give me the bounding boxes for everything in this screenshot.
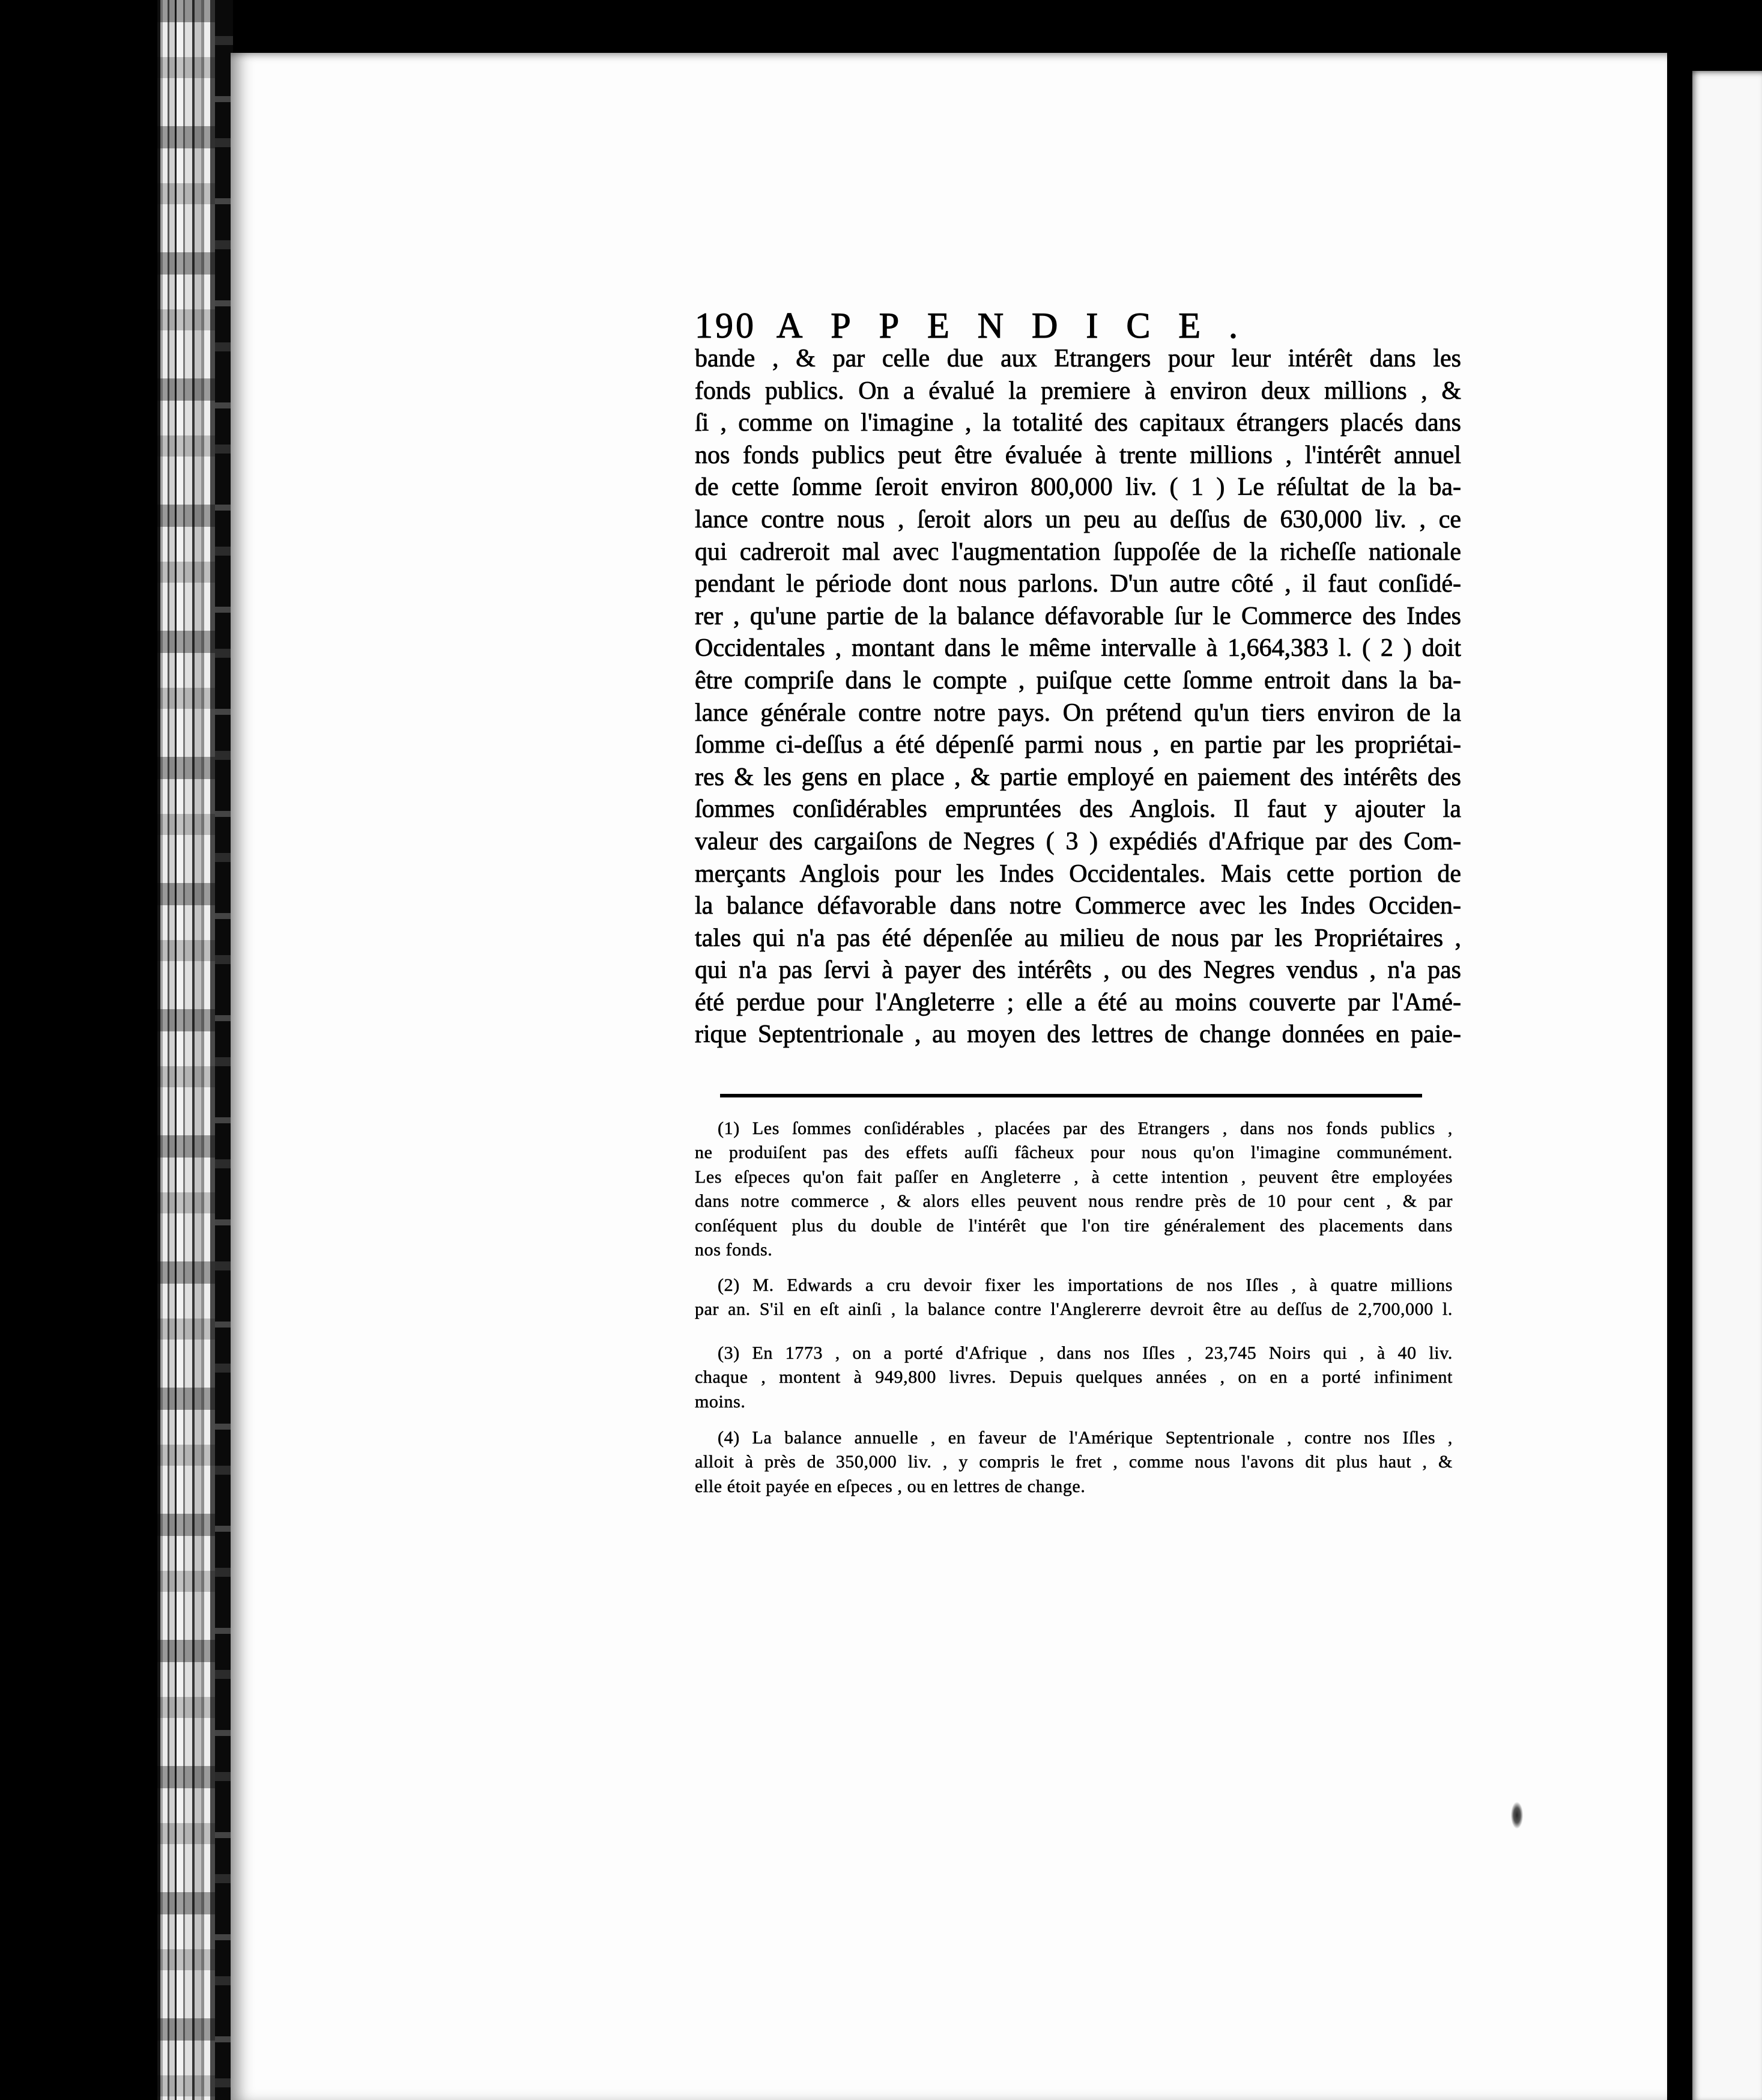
footnote-4 [695,1426,1453,1499]
text-line: pendant le période dont nous parlons. D'un autre côté , il faut conſidé- [695,570,1461,598]
facing-page-edge [1692,71,1762,2100]
footnote-line: (1) Les ſommes conſidérables , placées par des Etrangers , dans nos fonds publics , [718,1118,1453,1138]
footnote-line: moins. [695,1391,746,1412]
text-line: qui cadreroit mal avec l'augmentation ſuppoſée de la richeſſe nationale [695,538,1461,566]
footnote-rule [720,1094,1422,1097]
page-number: 190 [695,306,756,345]
footnote-line: (4) La balance annuelle , en faveur de l'Amérique Septentrionale , contre nos Iſles , [718,1428,1453,1448]
footnote-line: par an. S'il en eſt ainſi , la balance contre l'Anglererre devroit être au deſſus de 2,700,000 l. [695,1299,1453,1320]
footnote-line: (2) M. Edwards a cru devoir fixer les importations de nos Iſles , à quatre millions [718,1275,1453,1295]
text-line: nos fonds publics peut être évaluée à trente millions , l'intérêt annuel [695,441,1461,469]
body-text [695,343,1461,1051]
text-line: merçants Anglois pour les Indes Occidentales. Mais cette portion de [695,860,1461,888]
footnote-line: ne produiſent pas des effets auſſi fâcheux pour nous qu'on l'imagine communément. [695,1143,1453,1163]
text-line: bande , & par celle due aux Etrangers pour leur intérêt dans les [695,345,1461,372]
ink-speck [1511,1802,1523,1828]
text-line: ſommes conſidérables empruntées des Anglois. Il faut y ajouter la [695,795,1461,824]
text-line: ſomme ci-deſſus a été dépenſé parmi nous , en partie par les propriétai- [695,731,1461,759]
text-line: ſi , comme on l'imagine , la totalité des capitaux étrangers placés dans [695,409,1461,437]
running-title: APPENDICE. [777,306,1267,345]
footnote-line: conſéquent plus du double de l'intérêt que l'on tire généralement des placements dans [695,1215,1453,1236]
text-line: qui n'a pas ſervi à payer des intérêts , ou des Negres vendus , n'a pas [695,956,1461,985]
footnote-line: alloit à près de 350,000 liv. , y compris le fret , comme nous l'avons dit plus haut , & [695,1452,1453,1472]
footnote-line: (3) En 1773 , on a porté d'Afrique , dans nos Iſles , 23,745 Noirs qui , à 40 liv. [718,1343,1453,1363]
footnote-1 [695,1117,1453,1262]
text-line: rique Septentrionale , au moyen des lettres de change données en paie- [695,1021,1461,1049]
footnote-line: elle étoit payée en eſpeces , ou en lettres de change. [695,1476,1086,1496]
footnote-line: chaque , montent à 949,800 livres. Depuis quelques années , on en a porté infiniment [695,1367,1453,1388]
text-line: être compriſe dans le compte , puiſque cette ſomme entroit dans la ba- [695,666,1461,694]
footnote-line: dans notre commerce , & alors elles peuvent nous rendre près de 10 pour cent , & par [695,1191,1453,1212]
footnote-2 [695,1273,1453,1322]
text-line: rer , qu'une partie de la balance défavorable ſur le Commerce des Indes [695,602,1461,630]
text-line: valeur des cargaiſons de Negres ( 3 ) expédiés d'Afrique par des Com- [695,827,1461,855]
text-line: Occidentales , montant dans le même intervalle à 1,664,383 l. ( 2 ) doit [695,634,1461,663]
text-line: tales qui n'a pas été dépenſée au milieu de nous par les Propriétaires , [695,924,1461,952]
text-line: lance contre nous , ſeroit alors un peu au deſſus de 630,000 liv. , ce [695,505,1461,533]
binding-edge [157,0,215,2100]
text-line: été perdue pour l'Angleterre ; elle a été au moins couverte par l'Amé- [695,988,1461,1016]
footnote-line: Les eſpeces qu'on fait paſſer en Angleterre , à cette intention , peuvent être employées [695,1167,1453,1187]
footnote-3 [695,1341,1453,1414]
text-line: de cette ſomme ſeroit environ 800,000 liv. ( 1 ) Le réſultat de la ba- [695,473,1461,502]
text-line: res & les gens en place , & partie employé en paiement des intérêts des [695,763,1461,791]
text-line: la balance défavorable dans notre Commerce avec les Indes Occiden- [695,892,1461,920]
footnote-line: nos fonds. [695,1239,773,1260]
text-line: fonds publics. On a évalué la premiere à environ deux millions , & [695,377,1461,405]
text-line: lance générale contre notre pays. On prétend qu'un tiers environ de la [695,699,1461,727]
